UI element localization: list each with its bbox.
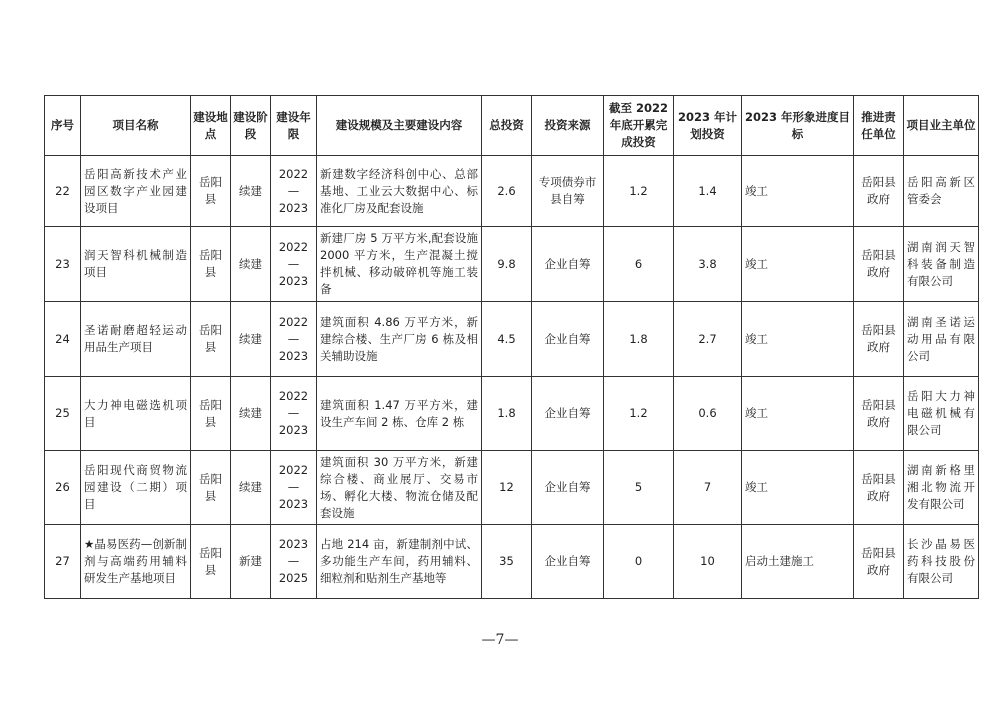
- row-target: 竣工: [742, 156, 854, 227]
- row-years: 2022—2023: [271, 227, 317, 302]
- row-owner: 湖南圣诺运动用品有限公司: [904, 302, 979, 377]
- row-source: 企业自筹: [532, 525, 604, 599]
- row-content: 建筑面积 30 万平方米，新建综合楼、商业展厅、交易市场、孵化大楼、物流仓储及配套设施: [317, 451, 482, 525]
- row-place: 岳阳县: [191, 377, 231, 451]
- row-source: 企业自筹: [532, 451, 604, 525]
- row-plan: 7: [674, 451, 742, 525]
- row-content: 新建数字经济科创中心、总部基地、工业云大数据中心、标准化厂房及配套设施: [317, 156, 482, 227]
- row-years: 2022—2023: [271, 451, 317, 525]
- table-row: [45, 156, 979, 227]
- header-dept: 推进责任单位: [854, 96, 904, 156]
- row-content: 建筑面积 4.86 万平方米，新建综合楼、生产厂房 6 栋及相关辅助设施: [317, 302, 482, 377]
- row-stage: 新建: [231, 525, 271, 599]
- row-dept: 岳阳县政府: [854, 525, 904, 599]
- row-total: 4.5: [482, 302, 532, 377]
- row-content: 建筑面积 1.47 万平方米，建设生产车间 2 栋、仓库 2 栋: [317, 377, 482, 451]
- row-done: 6: [604, 227, 674, 302]
- row-no: 22: [45, 156, 81, 227]
- row-dept: 岳阳县政府: [854, 302, 904, 377]
- row-total: 12: [482, 451, 532, 525]
- header-place: 建设地点: [191, 96, 231, 156]
- row-target: 竣工: [742, 451, 854, 525]
- row-target: 竣工: [742, 227, 854, 302]
- row-plan: 0.6: [674, 377, 742, 451]
- row-place: 岳阳县: [191, 451, 231, 525]
- row-total: 9.8: [482, 227, 532, 302]
- header-plan: 2023 年计划投资: [674, 96, 742, 156]
- row-name: 大力神电磁选机项目: [81, 377, 191, 451]
- header-stage: 建设阶段: [231, 96, 271, 156]
- row-done: 1.2: [604, 156, 674, 227]
- row-dept: 岳阳县政府: [854, 156, 904, 227]
- table-row: [45, 525, 979, 599]
- row-stage: 续建: [231, 156, 271, 227]
- row-owner: 岳阳大力神电磁机械有限公司: [904, 377, 979, 451]
- row-done: 0: [604, 525, 674, 599]
- row-total: 2.6: [482, 156, 532, 227]
- row-dept: 岳阳县政府: [854, 451, 904, 525]
- row-no: 26: [45, 451, 81, 525]
- header-source: 投资来源: [532, 96, 604, 156]
- header-total: 总投资: [482, 96, 532, 156]
- row-years: 2023—2025: [271, 525, 317, 599]
- header-content: 建设规模及主要建设内容: [317, 96, 482, 156]
- row-no: 23: [45, 227, 81, 302]
- row-stage: 续建: [231, 227, 271, 302]
- row-source: 专项债券市县自筹: [532, 156, 604, 227]
- row-name: 圣诺耐磨超轻运动用品生产项目: [81, 302, 191, 377]
- header-row: [45, 96, 979, 156]
- row-years: 2022—2023: [271, 302, 317, 377]
- row-plan: 3.8: [674, 227, 742, 302]
- row-years: 2022—2023: [271, 377, 317, 451]
- table-row: [45, 227, 979, 302]
- project-table: [44, 95, 979, 599]
- header-owner: 项目业主单位: [904, 96, 979, 156]
- row-no: 27: [45, 525, 81, 599]
- table-row: [45, 302, 979, 377]
- row-name: 岳阳高新技术产业园区数字产业园建设项目: [81, 156, 191, 227]
- page-number: —7—: [481, 632, 519, 648]
- row-done: 1.2: [604, 377, 674, 451]
- row-stage: 续建: [231, 302, 271, 377]
- header-years: 建设年限: [271, 96, 317, 156]
- row-plan: 2.7: [674, 302, 742, 377]
- row-place: 岳阳县: [191, 302, 231, 377]
- row-place: 岳阳县: [191, 227, 231, 302]
- row-no: 24: [45, 302, 81, 377]
- header-name: 项目名称: [81, 96, 191, 156]
- row-years: 2022—2023: [271, 156, 317, 227]
- row-stage: 续建: [231, 451, 271, 525]
- row-stage: 续建: [231, 377, 271, 451]
- row-total: 1.8: [482, 377, 532, 451]
- row-content: 占地 214 亩，新建制剂中试、多功能生产车间，药用辅料、细粒剂和贴剂生产基地等: [317, 525, 482, 599]
- row-content: 新建厂房 5 万平方米,配套设施 2000 平方米，生产混凝土搅拌机械、移动破碎机等施工装备: [317, 227, 482, 302]
- row-plan: 10: [674, 525, 742, 599]
- table-row: [45, 451, 979, 525]
- table-row: [45, 377, 979, 451]
- row-plan: 1.4: [674, 156, 742, 227]
- row-source: 企业自筹: [532, 227, 604, 302]
- row-dept: 岳阳县政府: [854, 227, 904, 302]
- row-owner: 湖南新格里湘北物流开发有限公司: [904, 451, 979, 525]
- header-no: 序号: [45, 96, 81, 156]
- row-target: 启动土建施工: [742, 525, 854, 599]
- row-total: 35: [482, 525, 532, 599]
- row-owner: 湖南润天智科装备制造有限公司: [904, 227, 979, 302]
- row-owner: 长沙晶易医药科技股份有限公司: [904, 525, 979, 599]
- row-source: 企业自筹: [532, 377, 604, 451]
- row-name: 岳阳现代商贸物流园建设（二期）项目: [81, 451, 191, 525]
- row-place: 岳阳县: [191, 156, 231, 227]
- row-target: 竣工: [742, 302, 854, 377]
- header-target: 2023 年形象进度目标: [742, 96, 854, 156]
- row-no: 25: [45, 377, 81, 451]
- row-done: 5: [604, 451, 674, 525]
- row-source: 企业自筹: [532, 302, 604, 377]
- header-done: 截至 2022 年底开累完成投资: [604, 96, 674, 156]
- row-done: 1.8: [604, 302, 674, 377]
- row-name: 润天智科机械制造项目: [81, 227, 191, 302]
- row-owner: 岳阳高新区管委会: [904, 156, 979, 227]
- row-target: 竣工: [742, 377, 854, 451]
- row-name: ★晶易医药—创新制剂与高端药用辅料研发生产基地项目: [81, 525, 191, 599]
- row-place: 岳阳县: [191, 525, 231, 599]
- row-dept: 岳阳县政府: [854, 377, 904, 451]
